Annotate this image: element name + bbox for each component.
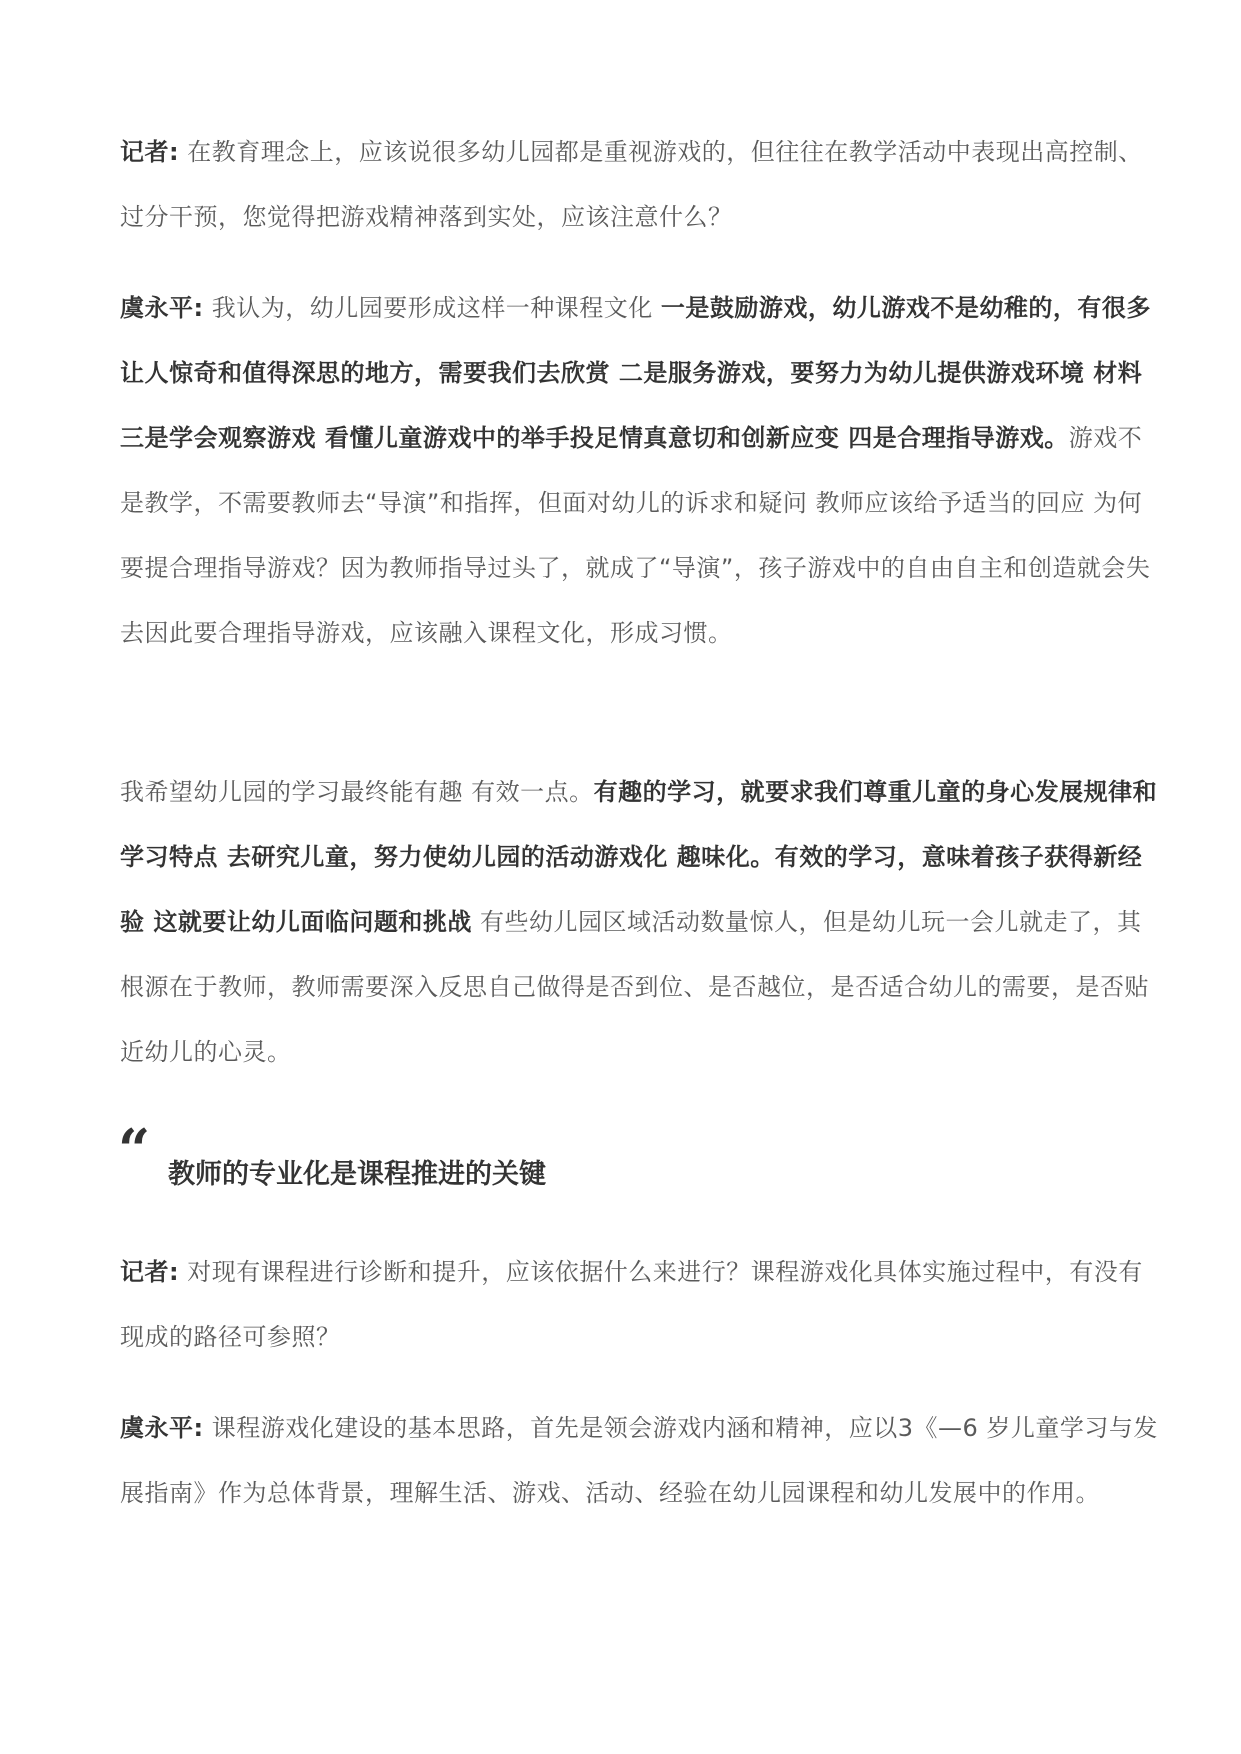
answer-intro: 我认为，幼儿园要形成这样一种课程文化 xyxy=(211,294,653,322)
speaker-reporter: 记者: xyxy=(120,1258,180,1286)
answer-text: 课程游戏化建设的基本思路，首先是领会游戏内涵和精神，应以3《—6 岁儿童学习与发展指南》作为总体背景，理解生活、游戏、活动、经验在幼儿园课程和幼儿发展中的作用。 xyxy=(120,1414,1158,1507)
section-heading: 教师的专业化是课程推进的关键 xyxy=(168,1159,546,1190)
speaker-reporter: 记者: xyxy=(120,138,180,166)
answer-paragraph-3 xyxy=(120,1396,1160,1526)
question-text: 在教育理念上，应该说很多幼儿园都是重视游戏的，但往往在教学活动中表现出高控制、过分干预，您觉得把游戏精神落到实处，应该注意什么？ xyxy=(120,138,1143,231)
quote-mark-icon: “ xyxy=(118,1117,151,1183)
answer-rest: 有些幼儿园区域活动数量惊人，但是幼儿玩一会儿就走了，其根源在于教师，教师需要深入反思自己做得是否到位、是否越位，是否适合幼儿的需要，是否贴近幼儿的心灵。 xyxy=(120,908,1149,1066)
speaker-yu-yongping: 虞永平: xyxy=(120,1414,204,1442)
answer-rest: 游戏不是教学，不需要教师去“导演”和指挥，但面对幼儿的诉求和疑问 教师应该给予适当的回应 为何要提合理指导游戏？因为教师指导过头了，就成了“导演”，孩子游戏中的自由自主和创造就会失去因此要合理指导游戏，应该融入课程文化，形成习惯。 xyxy=(120,424,1151,647)
speaker-yu-yongping: 虞永平: xyxy=(120,294,204,322)
answer-paragraph-2 xyxy=(120,760,1160,1085)
answer-intro: 我希望幼儿园的学习最终能有趣 有效一点。 xyxy=(120,778,594,806)
answer-bold-points: 一是鼓励游戏，幼儿游戏不是幼稚的，有很多让人惊奇和值得深思的地方，需要我们去欣赏 二是服务游戏，要努力为幼儿提供游戏环境 材料 三是学会观察游戏 看懂儿童游戏中的举手投足情真意切和创新应变 四是合理指导游戏。 xyxy=(120,294,1151,452)
reporter-question-1 xyxy=(120,120,1160,250)
answer-paragraph-1 xyxy=(120,276,1160,666)
question-text: 对现有课程进行诊断和提升，应该依据什么来进行？课程游戏化具体实施过程中，有没有现成的路径可参照？ xyxy=(120,1258,1143,1351)
reporter-question-2 xyxy=(120,1240,1160,1370)
answer-bold-points: 有趣的学习，就要求我们尊重儿童的身心发展规律和学习特点 去研究儿童，努力使幼儿园的活动游戏化 趣味化。有效的学习，意味着孩子获得新经验 这就要让幼儿面临问题和挑战 xyxy=(120,778,1158,936)
